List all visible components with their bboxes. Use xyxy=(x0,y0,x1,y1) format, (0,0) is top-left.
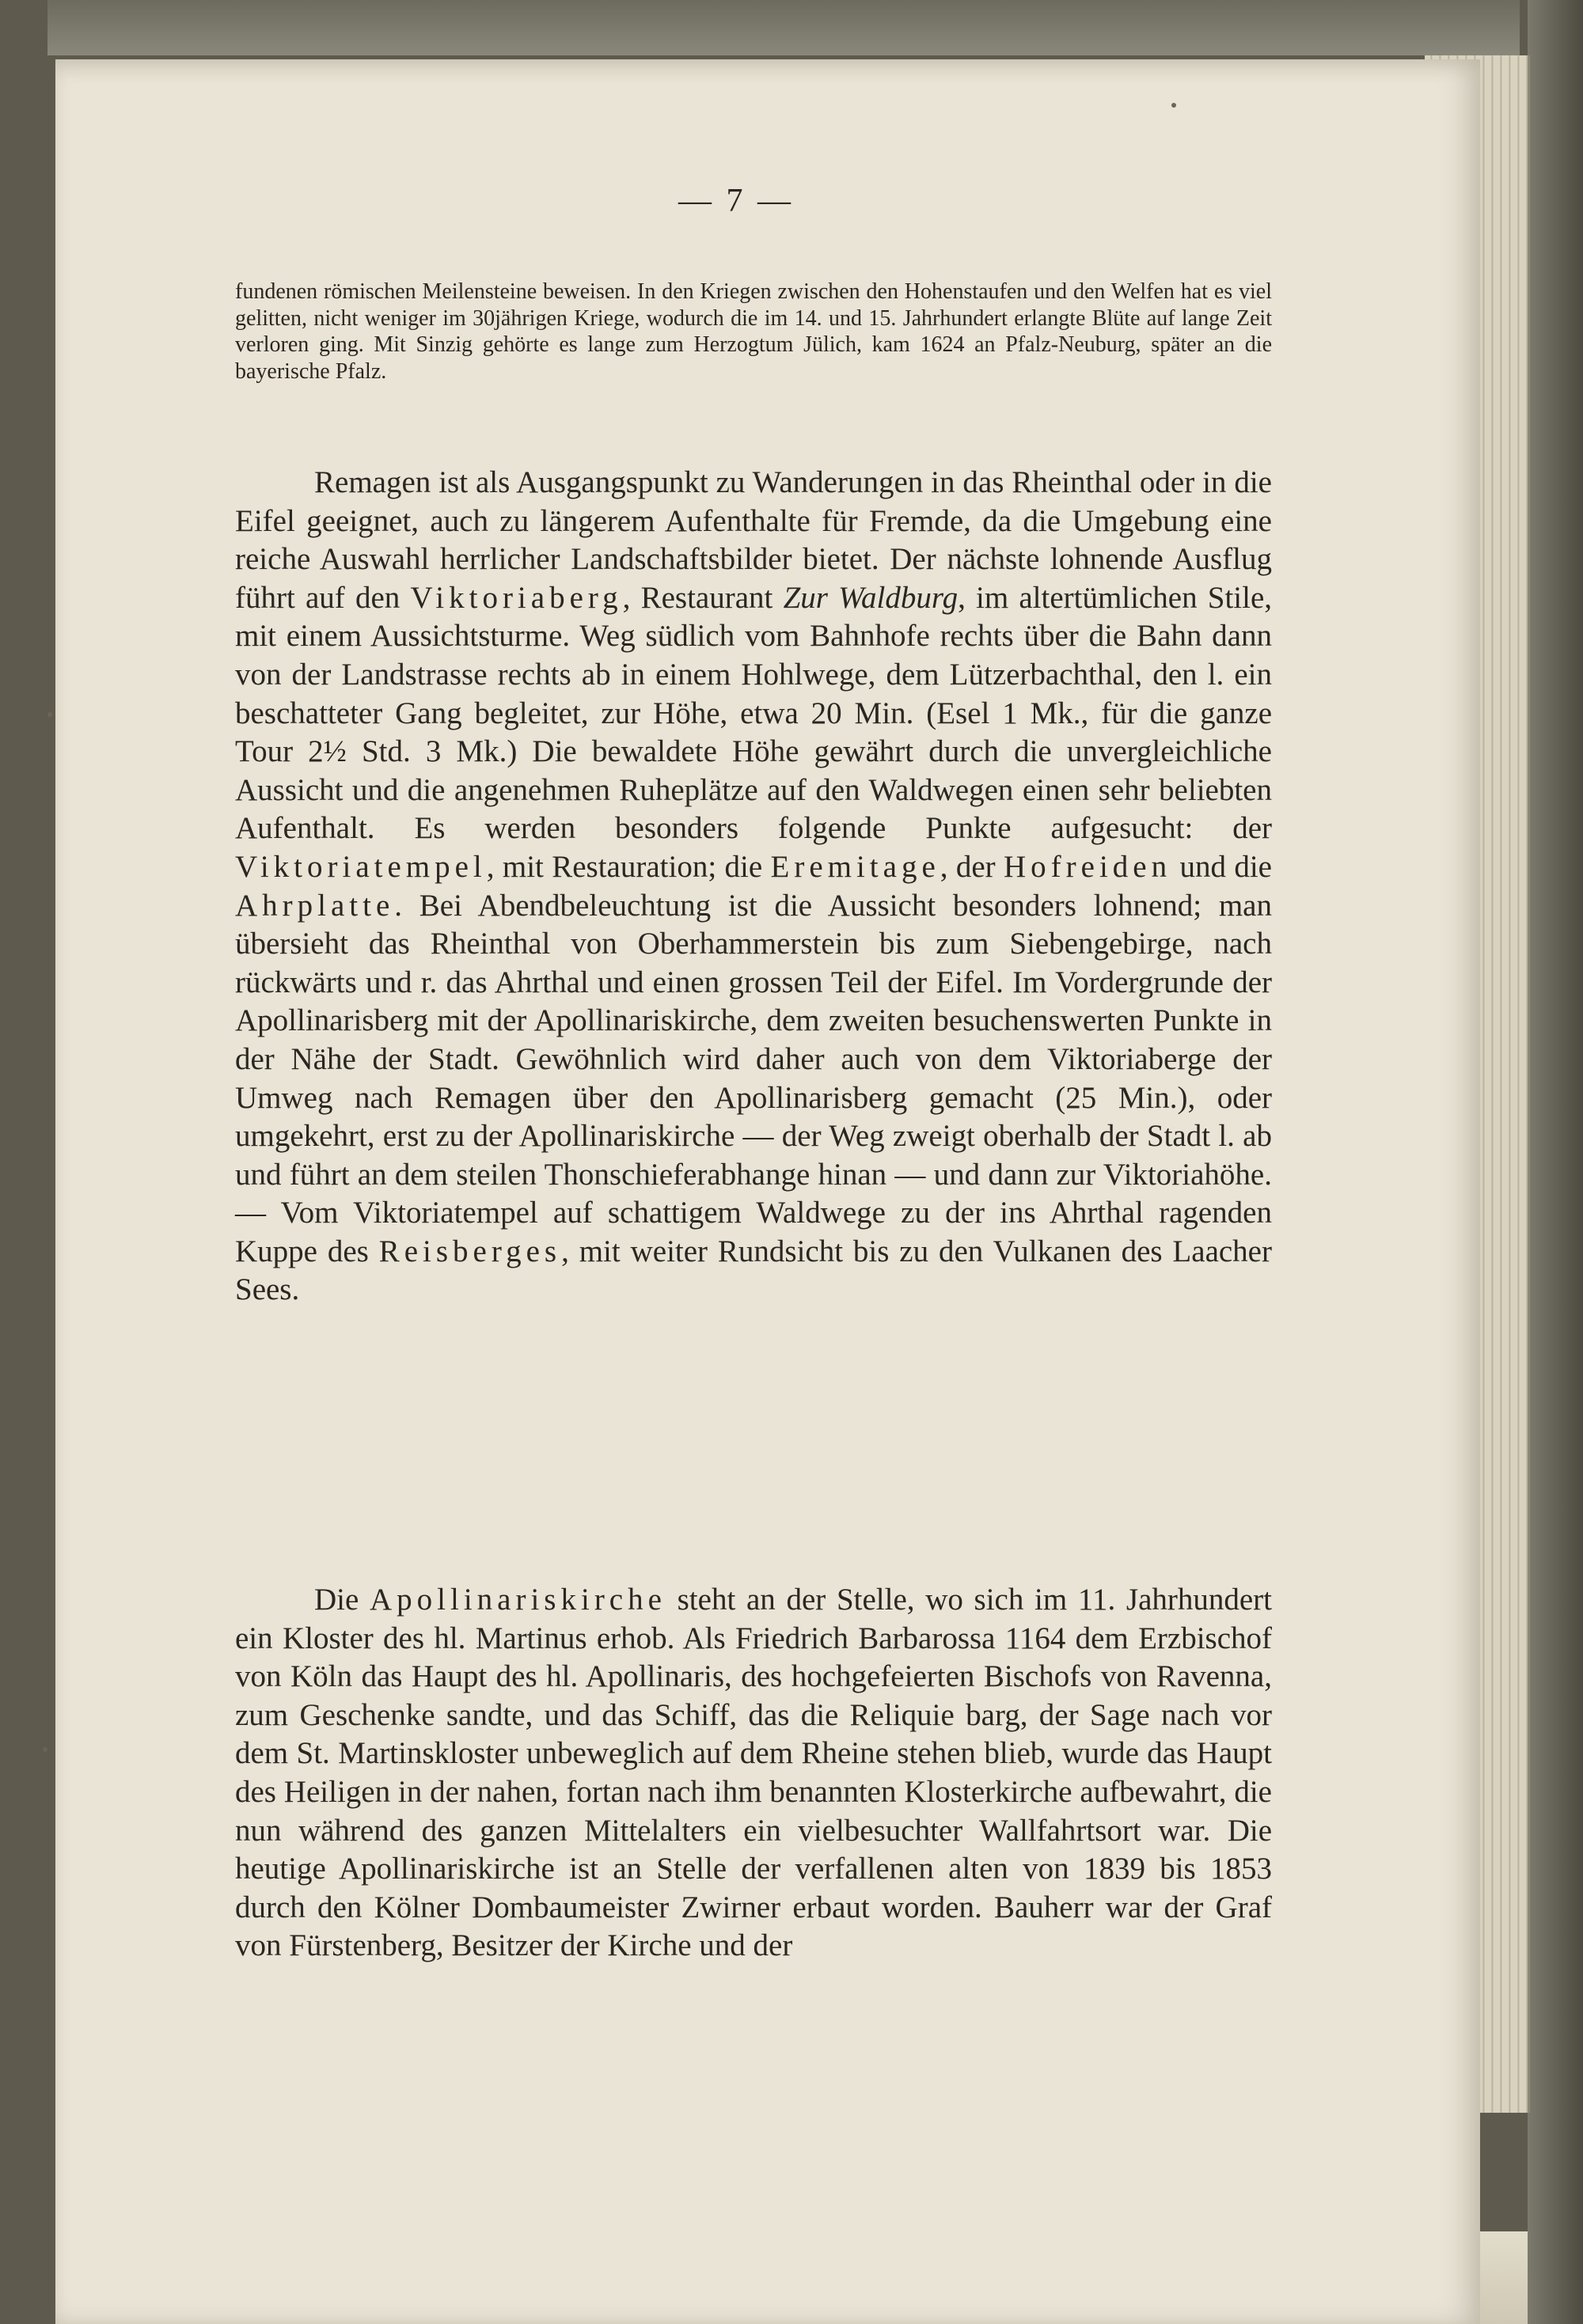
book-cover-top xyxy=(47,0,1520,55)
text-run: . Bei Abendbeleuchtung ist die Aussicht besonders lohnend; man übersieht das Rheinthal von Oberhammerstein bis zum Siebengebirge, nach rückwärts und r. das Ahrthal und einen grossen Teil der Eifel. Im Vordergrunde der Apollinarisberg mit der Apollinariskirche, dem zweiten besuchenswerten Punkte in der Nähe der Stadt. Gewöhnlich wird daher auch von dem Viktoriaberge der Umweg nach Remagen über den Apollinarisberg gemacht (25 Min.), oder umgekehrt, erst zu der Apollinariskirche — der Weg zweigt oberhalb der Stadt l. ab und führt an dem steilen Thonschieferabhange hinan — und dann zur Viktoriahöhe. — Vom Viktoriatempel auf schattigem Waldwege zu der ins Ahrthal ragenden Kuppe des xyxy=(235,888,1272,1268)
restaurant-name: Zur Waldburg xyxy=(783,580,959,615)
place-viktoriaberg: Viktoriaberg xyxy=(410,580,623,615)
place-ahrplatte: Ahrplatte xyxy=(235,888,395,923)
text-run: , im altertümlichen Stile, mit einem Aussichtsturme. Weg südlich vom Bahnhofe rechts über die Bahn dann von der Landstrasse rechts ab in einem Hohlwege, dem Lützerbachthal, den l. ein beschatteter Gang begleitet, zur Höhe, etwa 20 Min. (Esel 1 Mk., für die ganze Tour 2½ Std. 3 Mk.) Die bewaldete Höhe gewährt durch die unvergleichliche Aussicht und die angenehmen Ruheplätze auf den Waldwegen einen sehr beliebten Aufenthalt. Es werden besonders folgende Punkte aufgesucht: der xyxy=(235,580,1273,846)
place-apollinariskirche: Apollinariskirche xyxy=(370,1583,666,1617)
footnote-paragraph: fundenen römischen Meilensteine beweisen. In den Kriegen zwischen den Hohenstaufen und den Welfen hat es viel gelitten, nicht weniger im 30jährigen Kriege, wodurch die im 14. und 15. Jahrhundert erlangte Blüte auf lange Zeit verloren ging. Mit Sinzig gehörte es lange zum Herzogtum Jülich, kam 1624 an Pfalz-Neuburg, später an die bayerische Pfalz. xyxy=(235,279,1272,384)
text-run: , mit Restauration; die xyxy=(486,849,771,884)
page-number: — 7 — xyxy=(678,183,794,219)
place-viktoriatempel: Viktoriatempel xyxy=(235,849,487,884)
paper-speck xyxy=(47,712,52,717)
text-run: , mit weiter Rundsicht bis zu den Vulkanen des Laacher Sees. xyxy=(235,1234,1272,1307)
text-run: Die xyxy=(314,1583,370,1617)
paragraph-remagen xyxy=(235,464,1272,1310)
text-run: , Restaurant xyxy=(622,580,784,615)
text-run: steht an der Stelle, wo sich im 11. Jahrhundert ein Kloster des hl. Martinus erhob. Als Friedrich Barbarossa 1164 dem Erzbischof von Köln das Haupt des hl. Apollinaris, des hochgefeierten Bischofs von Ravenna, zum Geschenke sandte, und das Schiff, das die Reliquie barg, der Sage nach vor dem St. Martinskloster unbeweglich auf dem Rheine stehen blieb, wurde das Haupt des Heiligen in der nahen, fortan nach ihm benannten Klosterkirche aufbewahrt, die nun während des ganzen Mittelalters ein vielbesuchter Wallfahrtsort war. Die heutige Apollinariskirche ist an Stelle der verfallenen alten von 1839 bis 1853 durch den Kölner Dombaumeister Zwirner erbaut worden. Bauherr war der Graf von Fürstenberg, Besitzer der Kirche und der xyxy=(235,1583,1272,1963)
book-cover-right xyxy=(1528,0,1583,2324)
paper-speck xyxy=(1171,103,1176,108)
paragraph-apollinariskirche xyxy=(235,1581,1272,1966)
place-hofreiden: Hofreiden xyxy=(1004,849,1172,884)
text-run: und die xyxy=(1171,849,1272,884)
place-eremitage: Eremitage xyxy=(770,849,940,884)
text-run: , der xyxy=(940,849,1004,884)
paper-speck xyxy=(43,1747,47,1752)
text-run: Remagen ist als Ausgangspunkt zu Wanderungen in das Rheinthal oder in die Eifel geeignet, auch zu längerem Aufenthalte für Fremde, da die Umgebung eine reiche Auswahl herrlicher Landschaftsbilder bietet. Der nächste lohnende Ausflug führt auf den xyxy=(235,465,1272,615)
place-reisberges: Reisberges xyxy=(378,1234,562,1268)
